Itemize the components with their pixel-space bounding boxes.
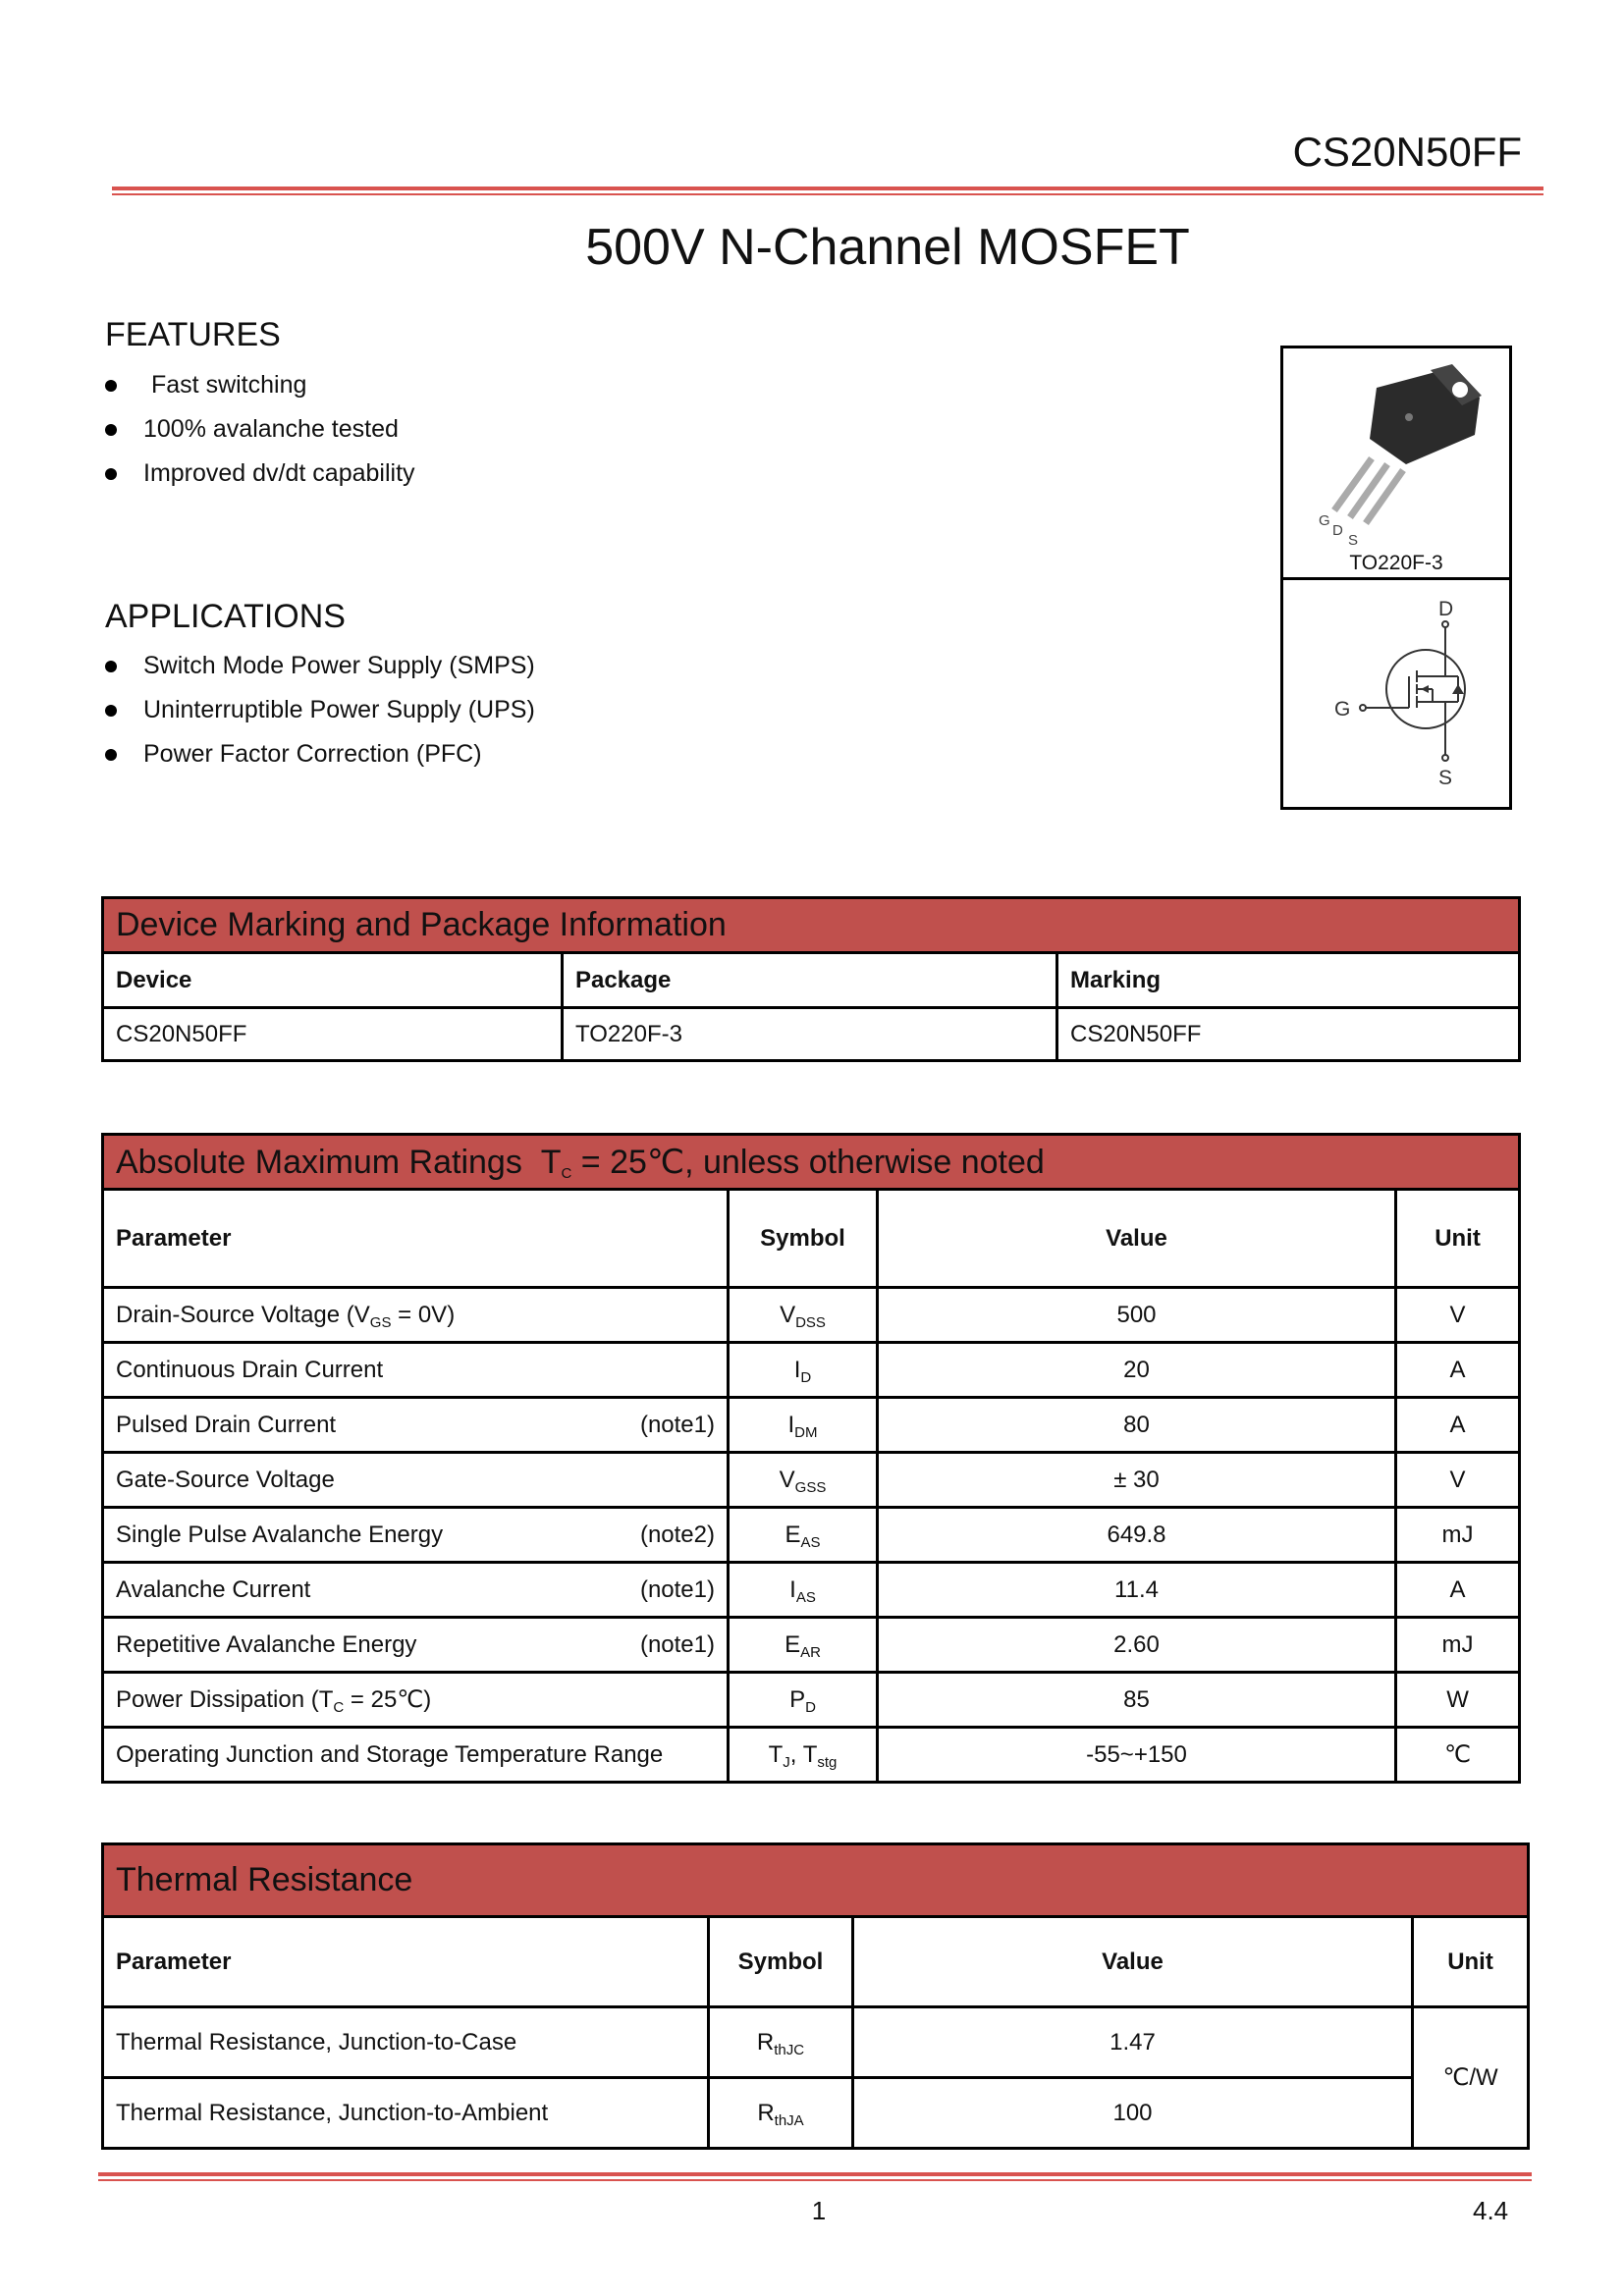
table-row (103, 1728, 1520, 1783)
symbol-mid: , T (789, 1740, 818, 1768)
marking-header-device: Device (103, 953, 563, 1008)
value: 2.60 (878, 1618, 1396, 1673)
ratings-header-symbol: Symbol (729, 1190, 878, 1288)
thermal-header-parameter: Parameter (103, 1917, 709, 2007)
marking-table-title: Device Marking and Package Information (103, 898, 1520, 953)
application-item-text: Power Factor Correction (PFC) (143, 740, 482, 768)
unit: V (1396, 1288, 1520, 1343)
param-text: Continuous Drain Current (116, 1356, 384, 1383)
symbol: I (787, 1411, 795, 1438)
value: 500 (878, 1288, 1396, 1343)
thermal-header-value: Value (853, 1917, 1413, 2007)
to220f-package-icon (1283, 348, 1509, 574)
features-list (105, 363, 415, 496)
table-row (103, 1618, 1520, 1673)
table-row (103, 1398, 1520, 1453)
marking-cell-marking: CS20N50FF (1057, 1008, 1520, 1061)
thermal-header-symbol: Symbol (709, 1917, 853, 2007)
table-row (103, 2078, 1529, 2149)
feature-item-text: 100% avalanche tested (143, 415, 399, 443)
symbol: I (793, 1356, 801, 1383)
param-text: Thermal Resistance, Junction-to-Case (103, 2007, 709, 2078)
table-row (103, 1563, 1520, 1618)
param-note: (note2) (639, 1521, 715, 1548)
param-sub: C (333, 1699, 345, 1716)
application-item-text: Switch Mode Power Supply (SMPS) (143, 652, 535, 679)
param-text: Pulsed Drain Current (116, 1411, 337, 1438)
value: 85 (878, 1673, 1396, 1728)
symbol-sub: D (800, 1368, 812, 1386)
param-text: Gate-Source Voltage (116, 1466, 335, 1493)
symbol: I (789, 1575, 796, 1603)
param-note: (note1) (639, 1575, 715, 1603)
unit: mJ (1396, 1618, 1520, 1673)
param-text: Repetitive Avalanche Energy (116, 1630, 417, 1658)
applications-list (105, 644, 535, 776)
value: ± 30 (878, 1453, 1396, 1508)
symbol-sub: DSS (795, 1313, 826, 1331)
features-heading: FEATURES (105, 316, 281, 353)
feature-item-text: Improved dv/dt capability (143, 459, 415, 487)
marking-header-marking: Marking (1057, 953, 1520, 1008)
param-text: Operating Junction and Storage Temperature Range (116, 1740, 664, 1768)
value: 1.47 (853, 2007, 1413, 2078)
ratings-title-cond-sub: C (561, 1164, 572, 1182)
ratings-header-value: Value (878, 1190, 1396, 1288)
param-text: Power Dissipation (T (116, 1686, 334, 1713)
thermal-header-unit: Unit (1413, 1917, 1529, 2007)
table-row (103, 1673, 1520, 1728)
pin-label-gate: G (1319, 512, 1330, 529)
feature-item (105, 363, 415, 407)
param-text: Single Pulse Avalanche Energy (116, 1521, 444, 1548)
ratings-header-unit: Unit (1396, 1190, 1520, 1288)
pin-label-drain: D (1332, 522, 1343, 539)
marking-header-package: Package (563, 953, 1057, 1008)
unit: mJ (1396, 1508, 1520, 1563)
pin-label-source: S (1348, 532, 1359, 549)
symbol-sub: D (805, 1698, 816, 1716)
schematic-label-gate: G (1334, 698, 1351, 721)
feature-item-text: Fast switching (151, 371, 307, 399)
ratings-title-cond-t: T (540, 1143, 562, 1181)
marking-table (101, 896, 1521, 1062)
unit: ℃ (1396, 1728, 1520, 1783)
symbol-sub: thJA (774, 2111, 804, 2129)
param-text-post: = 0V) (391, 1301, 456, 1328)
application-item-text: Uninterruptible Power Supply (UPS) (143, 696, 535, 723)
applications-heading: APPLICATIONS (105, 598, 346, 635)
mosfet-schematic-icon (1283, 580, 1509, 810)
symbol-sub: AS (800, 1533, 821, 1551)
unit: A (1396, 1398, 1520, 1453)
ratings-table (101, 1133, 1521, 1784)
param-text: Thermal Resistance, Junction-to-Ambient (103, 2078, 709, 2149)
header-rule-thin (112, 193, 1543, 195)
unit: W (1396, 1673, 1520, 1728)
param-note: (note1) (639, 1630, 715, 1658)
symbol-sub: AS (795, 1588, 816, 1606)
param-sub: GS (369, 1313, 392, 1331)
feature-item (105, 452, 415, 496)
symbol-sub: AR (800, 1643, 821, 1661)
ratings-title-cond-rest: = 25℃, unless otherwise noted (571, 1143, 1045, 1181)
marking-cell-device: CS20N50FF (103, 1008, 563, 1061)
footer-rule (98, 2172, 1532, 2176)
symbol-sub: thJC (774, 2041, 805, 2058)
thermal-table-title: Thermal Resistance (103, 1844, 1529, 1917)
footer-rule-thin (98, 2179, 1532, 2181)
symbol-sub: GSS (794, 1478, 827, 1496)
value: 11.4 (878, 1563, 1396, 1618)
part-number: CS20N50FF (1292, 129, 1522, 175)
symbol: R (757, 2099, 775, 2126)
feature-item (105, 407, 415, 452)
revision-number: 4.4 (1473, 2196, 1509, 2225)
application-item (105, 732, 535, 776)
param-text: Drain-Source Voltage (V (116, 1301, 370, 1328)
param-note: (note1) (639, 1411, 715, 1438)
value: 20 (878, 1343, 1396, 1398)
symbol-sub2: stg (817, 1753, 838, 1771)
value: 80 (878, 1398, 1396, 1453)
table-row (103, 2007, 1529, 2078)
ratings-title-main: Absolute Maximum Ratings (116, 1143, 522, 1181)
symbol-sub: J (783, 1753, 790, 1771)
symbol: E (785, 1630, 801, 1658)
header-rule (112, 187, 1543, 190)
application-item (105, 688, 535, 732)
unit: V (1396, 1453, 1520, 1508)
schematic-label-source: S (1438, 767, 1453, 789)
symbol: R (756, 2028, 775, 2056)
document-title: 500V N-Channel MOSFET (585, 219, 1190, 276)
symbol: E (785, 1521, 801, 1548)
marking-cell-package: TO220F-3 (563, 1008, 1057, 1061)
ratings-table-title (103, 1135, 1520, 1190)
table-row (103, 1453, 1520, 1508)
package-name-label: TO220F-3 (1349, 552, 1443, 574)
ratings-header-parameter: Parameter (103, 1190, 729, 1288)
unit: A (1396, 1563, 1520, 1618)
symbol: V (780, 1301, 796, 1328)
value: 100 (853, 2078, 1413, 2149)
thermal-unit: ℃/W (1413, 2007, 1529, 2149)
table-row (103, 1343, 1520, 1398)
value: -55~+150 (878, 1728, 1396, 1783)
schematic-label-drain: D (1438, 598, 1454, 620)
thermal-table (101, 1842, 1530, 2150)
package-figure-box (1280, 346, 1512, 810)
param-text-post: = 25℃) (344, 1686, 432, 1713)
symbol: V (779, 1466, 795, 1493)
symbol-sub: DM (794, 1423, 818, 1441)
symbol: P (789, 1685, 806, 1713)
value: 649.8 (878, 1508, 1396, 1563)
application-item (105, 644, 535, 688)
symbol: T (768, 1740, 784, 1768)
unit: A (1396, 1343, 1520, 1398)
table-row (103, 1508, 1520, 1563)
table-row (103, 1288, 1520, 1343)
page-number: 1 (811, 2196, 827, 2225)
param-text: Avalanche Current (116, 1575, 311, 1603)
